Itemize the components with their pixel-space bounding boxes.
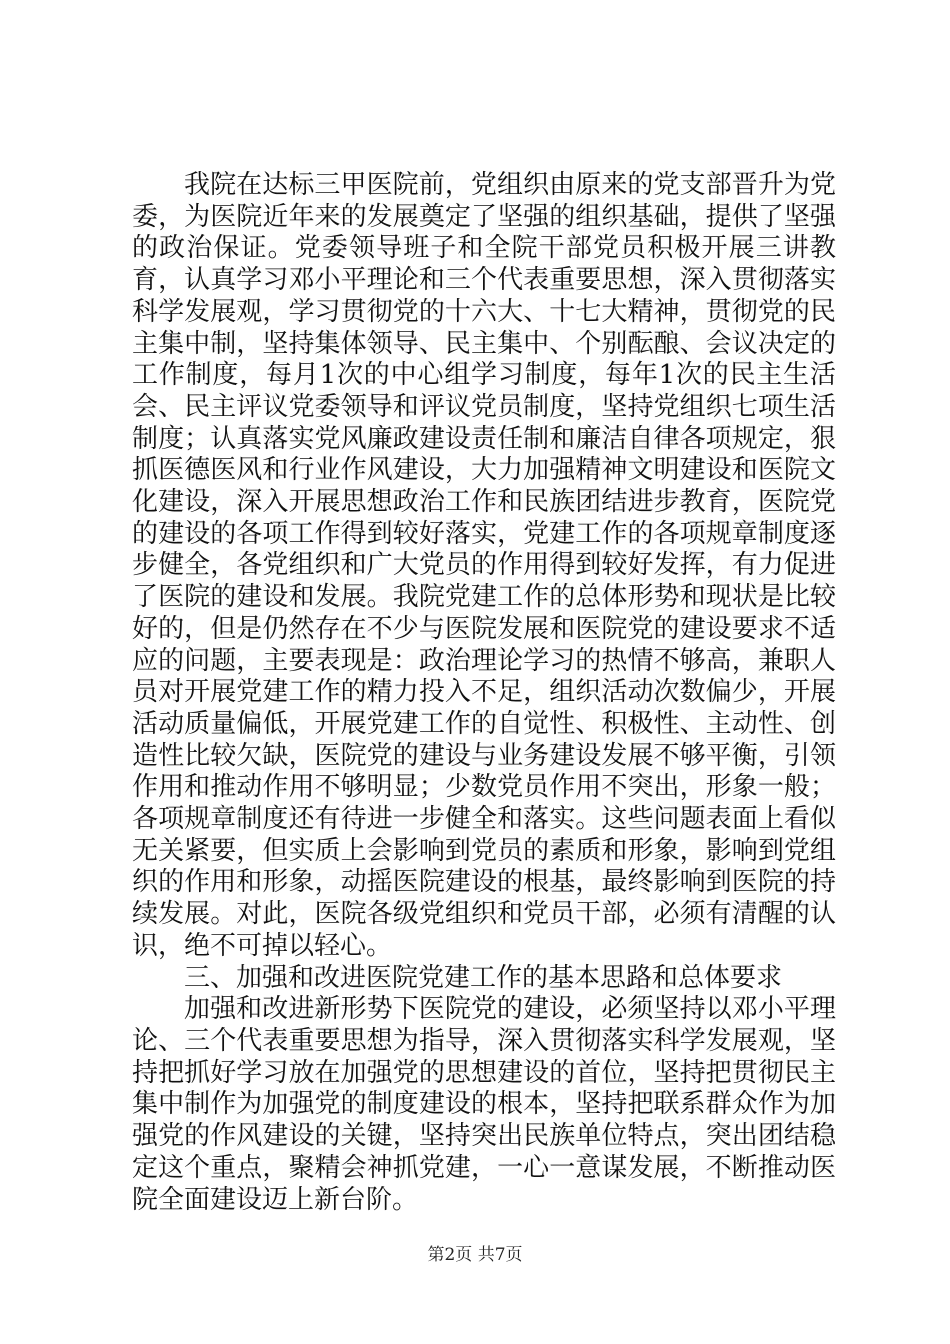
body-paragraph: 我院在达标三甲医院前，党组织由原来的党支部晋升为党委，为医院近年来的发展奠定了坚强的组织基础，提供了坚强的政治保证。党委领导班子和全院干部党员积极开展三讲教育，认真学习邓小平理论和三个代表重要思想，深入贯彻落实科学发展观，学习贯彻党的十六大、十七大精神，贯彻党的民主集中制，坚持集体领导、民主集中、个别酝酿、会议决定的工作制度，每月1次的中心组学习制度，每年1次的民主生活会、民主评议党委领导和评议党员制度，坚持党组织七项生活制度；认真落实党风廉政建设责任制和廉洁自律各项规定，狠抓医德医风和行业作风建设，大力加强精神文明建设和医院文化建设，深入开展思想政治工作和民族团结进步教育，医院党的建设的各项工作得到较好落实，党建工作的各项规章制度逐步健全，各党组织和广大党员的作用得到较好发挥，有力促进了医院的建设和发展。我院党建工作的总体形势和现状是比较好的，但是仍然存在不少与医院发展和医院党的建设要求不适应的问题，主要表现是：政治理论学习的热情不够高，兼职人员对开展党建工作的精力投入不足，组织活动次数偏少，开展活动质量偏低，开展党建工作的自觉性、积极性、主动性、创造性比较欠缺，医院党的建设与业务建设发展不够平衡，引领作用和推动作用不够明显；少数党员作用不突出，形象一般；各项规章制度还有待进一步健全和落实。这些问题表面上看似无关紧要，但实质上会影响到党员的素质和形象，影响到党组织的作用和形象，动摇医院建设的根基，最终影响到医院的持续发展。对此，医院各级党组织和党员干部，必须有清醒的认识，绝不可掉以轻心。	[132, 170, 836, 961]
section-heading: 三、加强和改进医院党建工作的基本思路和总体要求	[184, 962, 783, 993]
body-paragraph: 加强和改进新形势下医院党的建设，必须坚持以邓小平理论、三个代表重要思想为指导，深入贯彻落实科学发展观，坚持把抓好学习放在加强党的思想建设的首位，坚持把贯彻民主集中制作为加强党的制度建设的根本，坚持把联系群众作为加强党的作风建设的关键，坚持突出民族单位特点，突出团结稳定这个重点，聚精会神抓党建，一心一意谋发展，不断推动医院全面建设迈上新台阶。	[132, 994, 836, 1215]
document-body	[132, 170, 836, 1216]
page-number-footer: 第2页 共7页	[427, 1245, 523, 1265]
